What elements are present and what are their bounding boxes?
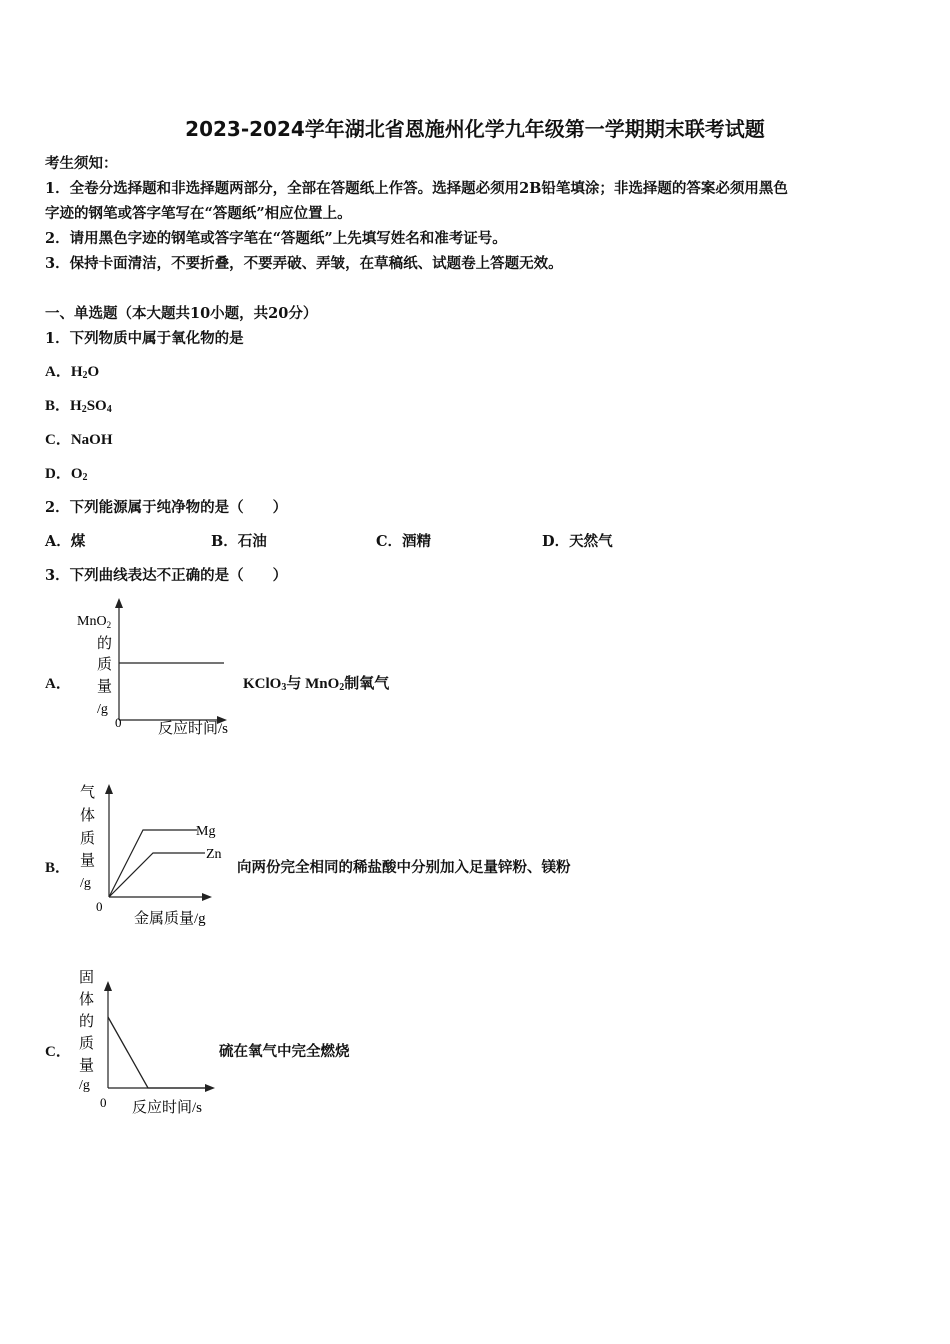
mg-curve [109, 830, 197, 897]
y-arrow-icon [104, 981, 112, 991]
y-label-char: /g [80, 876, 91, 891]
section-heading: 一、单选题（本大题共10小题，共20分） [45, 305, 318, 322]
y-label-char: 质 [79, 1036, 95, 1052]
q1-option-d: D．$O_2$ [45, 466, 88, 483]
y-label-char: /g [79, 1078, 90, 1093]
y-arrow-icon [105, 784, 113, 794]
graph-b [75, 775, 245, 930]
y-label-char: 体 [79, 992, 95, 1008]
q2-option-d: D．天然气 [542, 533, 613, 550]
q2-option-a: A．煤 [45, 533, 86, 550]
question-3-stem: 3．下列曲线表达不正确的是（ ） [45, 567, 288, 584]
q3-option-c-description: 硫在氧气中完全燃烧 [219, 1043, 350, 1060]
y-label-char: 的 [97, 636, 113, 652]
q1-option-a: A．$H_2O$ [45, 364, 100, 381]
y-label-char: 的 [79, 1014, 95, 1030]
x-axis-label: 反应时间/s [158, 721, 229, 737]
graph-a [70, 595, 250, 740]
y-label-mno2: MnO$_2$ [77, 614, 112, 630]
page-title: 2023-2024学年湖北省恩施州化学九年级第一学期期末联考试题 [185, 117, 765, 141]
series-label-zn: Zn [206, 847, 222, 862]
x-axis-label: 反应时间/s [132, 1100, 203, 1116]
solid-mass-curve [108, 1017, 211, 1088]
x-axis-label: 金属质量/g [134, 911, 206, 927]
q1-option-c: C．NaOH [45, 432, 113, 448]
q3-option-b-label: B． [45, 860, 71, 876]
zn-curve [109, 853, 205, 897]
y-arrow-icon [115, 598, 123, 608]
y-label-char: 量 [80, 853, 96, 869]
origin-label: 0 [96, 899, 103, 914]
series-label-mg: Mg [196, 824, 216, 839]
y-label-char: 气 [80, 785, 96, 801]
notice-line: 2．请用黑色字迹的钢笔或答字笔在“答题纸”上先填写姓名和准考证号。 [45, 230, 507, 247]
y-label-char: /g [97, 702, 108, 717]
y-label-char: 质 [97, 657, 113, 673]
origin-label: 0 [100, 1095, 107, 1110]
notice-line: 1．全卷分选择题和非选择题两部分，全部在答题纸上作答。选择题必须用2B铅笔填涂；非选择题的答案必须用黑色 [45, 180, 788, 197]
origin-label: 0 [115, 715, 122, 730]
q3-option-b-description: 向两份完全相同的稀盐酸中分别加入足量锌粉、镁粉 [237, 859, 571, 876]
y-label-char: 质 [80, 831, 96, 847]
q2-option-b: B．石油 [211, 533, 267, 550]
y-label-char: 量 [97, 679, 113, 695]
notice-heading: 考生须知： [45, 155, 118, 172]
graph-c [75, 965, 235, 1120]
question-1-stem: 1．下列物质中属于氧化物的是 [45, 330, 244, 347]
x-arrow-icon [202, 893, 212, 901]
notice-line: 3．保持卡面清洁，不要折叠，不要弄破、弄皱，在草稿纸、试题卷上答题无效。 [45, 255, 563, 272]
q1-option-b: B．$H_2SO_4$ [45, 398, 112, 415]
y-label-char: 固 [79, 970, 95, 986]
q3-option-a-label: A． [45, 676, 71, 692]
q3-option-c-label: C． [45, 1044, 71, 1060]
q2-option-c: C．酒精 [376, 533, 432, 550]
notice-line: 字迹的钢笔或答字笔写在“答题纸”相应位置上。 [45, 205, 352, 222]
y-label-char: 体 [80, 808, 96, 824]
question-2-stem: 2．下列能源属于纯净物的是（ ） [45, 499, 288, 516]
q3-option-a-description: KClO$_3$与 MnO$_2$制氧气 [243, 676, 390, 693]
y-label-char: 量 [79, 1058, 95, 1074]
